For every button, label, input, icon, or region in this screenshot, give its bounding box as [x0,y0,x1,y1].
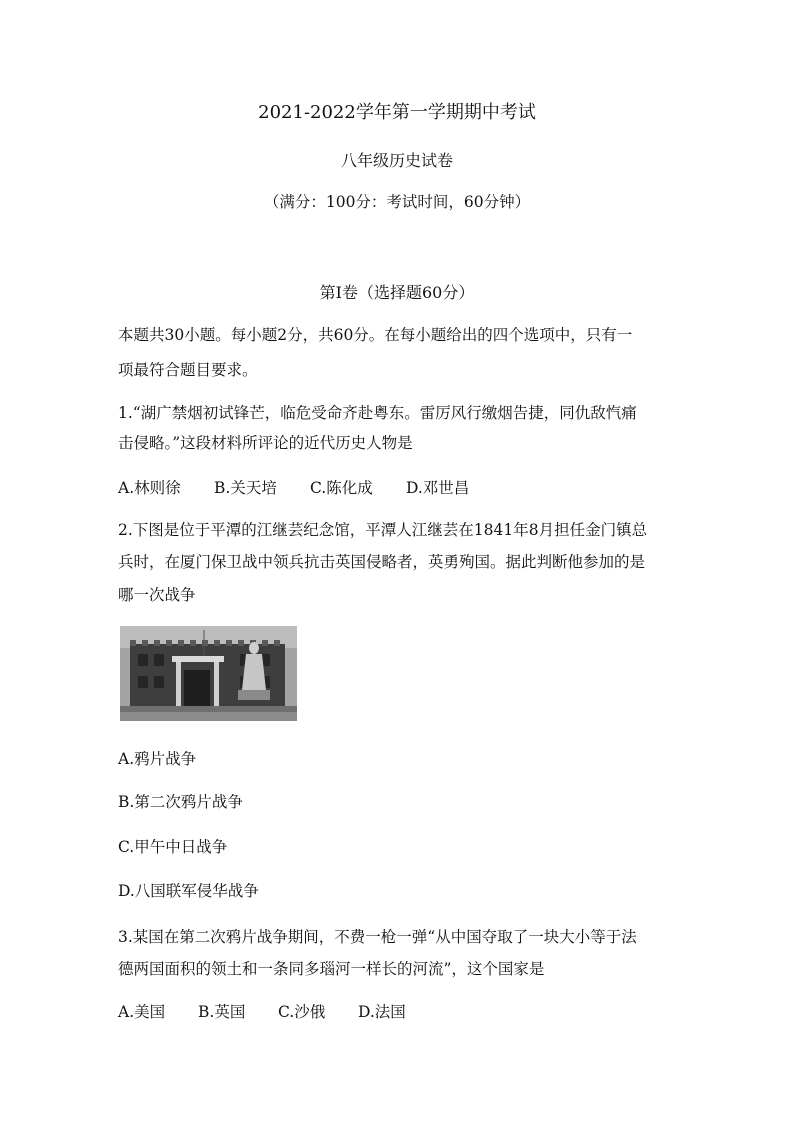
question-3-option-d: D.法国 [358,1003,406,1021]
question-2-option-c: C.甲午中日战争 [118,838,228,856]
question-1-option-a: A.林则徐 [118,479,181,497]
instructions-line-2: 项最符合题目要求。 [118,361,258,379]
question-2-option-d: D.八国联军侵华战争 [118,882,259,900]
question-2-stem-line-2: 兵时，在厦门保卫战中领兵抗击英国侵略者，英勇殉国。据此判断他参加的是 [118,553,646,571]
exam-subtitle: 八年级历史试卷 [340,151,453,170]
question-3-options [118,1000,406,1022]
question-1-options [118,476,469,498]
question-1-stem-line-2: 击侵略。”这段材料所评论的近代历史人物是 [118,434,413,452]
question-2-stem-line-3: 哪一次战争 [118,586,196,604]
question-2-option-b: B.第二次鸦片战争 [118,793,243,811]
question-3-stem-line-1: 3.某国在第二次鸦片战争期间，不费一枪一弹“从中国夺取了一块大小等于法 [118,928,637,946]
question-3-option-b: B.英国 [198,1003,246,1021]
question-1-option-b: B.关天培 [214,479,277,497]
question-2-option-a: A.鸦片战争 [118,750,197,768]
memorial-hall-photo [120,626,297,721]
exam-note: （满分：100分：考试时间，60分钟） [263,193,531,211]
section-heading: 第I卷（选择题60分） [319,283,475,302]
question-1-option-d: D.邓世昌 [406,479,470,497]
question-1-stem-line-1: 1.“湖广禁烟初试锋芒，临危受命齐赴粤东。雷厉风行缴烟告捷，同仇敌忾痛 [118,404,637,422]
question-2-stem-line-1: 2.下图是位于平潭的江继芸纪念馆，平潭人江继芸在1841年8月担任金门镇总 [118,521,648,539]
question-3-option-a: A.美国 [118,1003,166,1021]
question-3-stem-line-2: 德两国面积的领土和一条同多瑙河一样长的河流”，这个国家是 [118,960,545,978]
instructions-line-1: 本题共30小题。每小题2分，共60分。在每小题给出的四个选项中，只有一 [118,326,633,344]
exam-title: 2021-2022学年第一学期期中考试 [258,102,536,123]
question-3-option-c: C.沙俄 [278,1003,326,1021]
question-1-option-c: C.陈化成 [310,479,373,497]
